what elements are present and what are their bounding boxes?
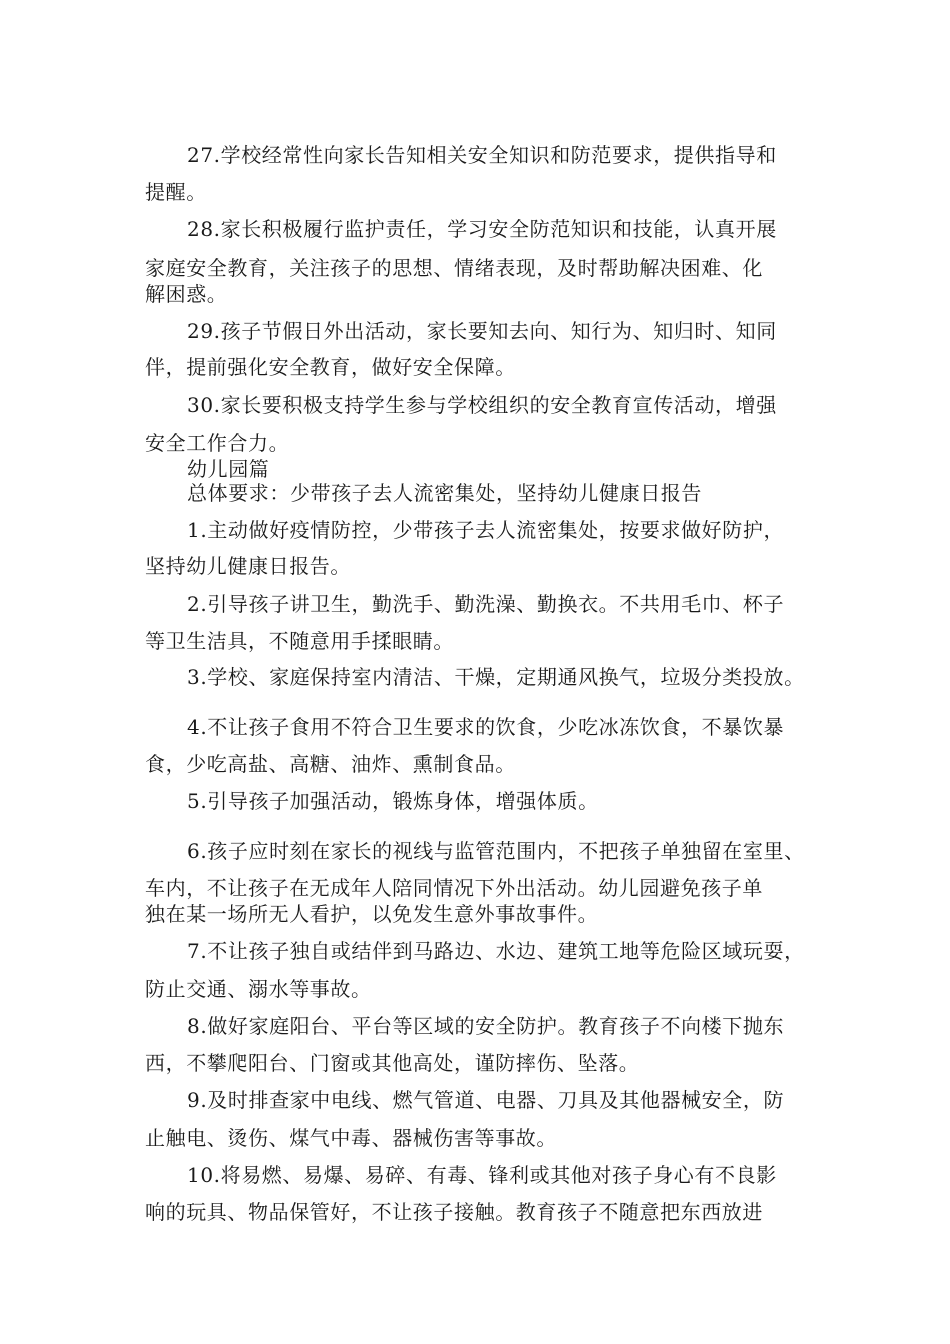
text-line: 止触电、烫伤、煤气中毒、器械伤害等事故。 (145, 1126, 557, 1150)
text-line: 坚持幼儿健康日报告。 (145, 554, 351, 578)
text-line: 伴，提前强化安全教育，做好安全保障。 (145, 355, 516, 379)
text-line: 29.孩子节假日外出活动，家长要知去向、知行为、知归时、知同 (187, 319, 777, 343)
text-line: 总体要求：少带孩子去人流密集处，坚持幼儿健康日报告 (187, 481, 702, 505)
text-line: 5.引导孩子加强活动，锻炼身体，增强体质。 (187, 789, 599, 813)
text-line: 等卫生洁具，不随意用手揉眼睛。 (145, 629, 454, 653)
text-line: 6.孩子应时刻在家长的视线与监管范围内，不把孩子单独留在室里、 (187, 839, 805, 863)
text-line: 家庭安全教育，关注孩子的思想、情绪表现，及时帮助解决困难、化 (145, 256, 763, 280)
text-line: 7.不让孩子独自或结伴到马路边、水边、建筑工地等危险区域玩耍， (187, 939, 805, 963)
text-line: 28.家长积极履行监护责任，学习安全防范知识和技能，认真开展 (187, 217, 777, 241)
text-line: 3.学校、家庭保持室内清洁、干燥，定期通风换气，垃圾分类投放。 (187, 665, 805, 689)
text-line: 解困惑。 (145, 282, 228, 306)
text-line: 防止交通、溺水等事故。 (145, 977, 372, 1001)
text-line: 提醒。 (145, 180, 207, 204)
text-line: 西，不攀爬阳台、门窗或其他高处，谨防摔伤、坠落。 (145, 1051, 640, 1075)
text-line: 8.做好家庭阳台、平台等区域的安全防护。教育孩子不向楼下抛东 (187, 1014, 785, 1038)
text-line: 2.引导孩子讲卫生，勤洗手、勤洗澡、勤换衣。不共用毛巾、杯子 (187, 592, 785, 616)
text-line: 1.主动做好疫情防控，少带孩子去人流密集处，按要求做好防护， (187, 518, 785, 542)
section-heading: 幼儿园篇 (187, 457, 270, 481)
text-line: 安全工作合力。 (145, 431, 290, 455)
text-line: 车内，不让孩子在无成年人陪同情况下外出活动。幼儿园避免孩子单 (145, 876, 763, 900)
text-line: 10.将易燃、易爆、易碎、有毒、锋利或其他对孩子身心有不良影 (187, 1163, 777, 1187)
text-line: 食，少吃高盐、高糖、油炸、熏制食品。 (145, 752, 516, 776)
text-line: 9.及时排查家中电线、燃气管道、电器、刀具及其他器械安全，防 (187, 1088, 785, 1112)
text-line: 27.学校经常性向家长告知相关安全知识和防范要求，提供指导和 (187, 143, 777, 167)
text-line: 独在某一场所无人看护，以免发生意外事故事件。 (145, 902, 599, 926)
text-line: 30.家长要积极支持学生参与学校组织的安全教育宣传活动，增强 (187, 393, 777, 417)
text-line: 4.不让孩子食用不符合卫生要求的饮食，少吃冰冻饮食，不暴饮暴 (187, 715, 785, 739)
text-line: 响的玩具、物品保管好，不让孩子接触。教育孩子不随意把东西放进 (145, 1200, 763, 1224)
